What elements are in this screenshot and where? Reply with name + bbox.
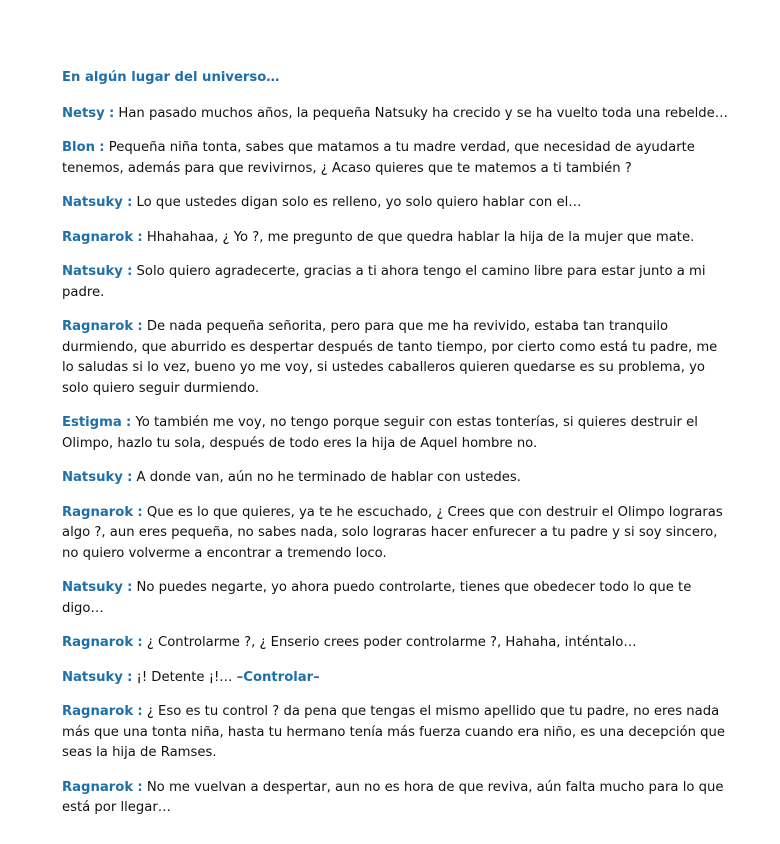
speaker-name: Natsuky [62,195,123,210]
speaker-separator: : [127,669,133,685]
scene-heading: En algún lugar del universo… [62,70,280,85]
speaker-separator: : [137,504,143,520]
dialogue-line [62,633,730,654]
dialogue-text: ¿ Eso es tu control ? da pena que tengas el mismo apellido que tu padre, no eres nada más que una tonta niña, hasta tu hermano tenía más fuerza cuando era niño, es una decepción que seas la hija de Ramses. [62,704,725,760]
dialogue-text: De nada pequeña señorita, pero para que me ha revivido, estaba tan tranquilo durmiendo, que aburrido es despertar después de tanto tiempo, por cierto como está tu padre, me lo saludas si lo vez, bueno yo me voy, si ustedes caballeros quieren quedarse es su problema, yo solo quiero seguir durmiendo. [62,319,718,396]
dialogue-text: Solo quiero agradecerte, gracias a ti ahora tengo el camino libre para estar junto a mi padre. [62,264,706,300]
dialogue-line [62,193,730,214]
speaker-name: Netsy [62,105,105,121]
dialogue-line [62,413,730,454]
speaker-name: Blon [62,140,96,155]
document-page [62,68,730,833]
speaker-separator: : [127,195,133,210]
speaker-separator: : [99,140,105,155]
speaker-separator: : [137,704,143,719]
speaker-separator: : [137,229,143,245]
dialogue-text: Que es lo que quieres, ya te he escuchado, ¿ Crees que con destruir el Olimpo lograras algo ?, aun eres pequeña, no sabes nada, solo lograras hacer enfurecer a tu padre y si soy sincero, no quiero volverme a encontrar a tremendo loco. [62,504,723,561]
speaker-name: Natsuky [62,264,123,279]
speaker-name: Ragnarok [62,779,134,795]
dialogue-line [62,503,730,565]
dialogue-text: Lo que ustedes digan solo es relleno, yo solo quiero hablar con el… [136,195,582,210]
dialogue-line [62,138,730,179]
dialogue-text: ¿ Controlarme ?, ¿ Enserio crees poder controlarme ?, Hahaha, inténtalo… [146,635,637,650]
action-text: –Controlar– [236,669,320,685]
dialogue-line [62,702,730,764]
dialogue-text: Han pasado muchos años, la pequeña Natsuky ha crecido y se ha vuelto toda una rebelde… [118,105,728,121]
speaker-separator: : [127,264,133,279]
speaker-separator: : [125,415,132,430]
speaker-separator: : [137,635,143,650]
dialogue-text: Yo también me voy, no tengo porque seguir con estas tonterías, si quieres destruir el Olimpo, hazlo tu sola, después de todo eres la hija de Aquel hombre no. [62,415,698,451]
dialogue-text: Pequeña niña tonta, sabes que matamos a tu madre verdad, que necesidad de ayudarte tenemos, además para que revivirnos, ¿ Acaso quieres que te matemos a ti también ? [62,140,695,176]
dialogue-line [62,468,730,489]
dialogue-line [62,317,730,399]
dialogue-line [62,668,730,689]
dialogue-text: A donde van, aún no he terminado de hablar con ustedes. [136,470,521,485]
speaker-name: Estigma [62,415,122,430]
dialogue-line [62,228,730,249]
speaker-separator: : [137,779,143,795]
speaker-separator: : [127,580,133,595]
speaker-name: Ragnarok [62,229,134,245]
dialogue-text: No puedes negarte, yo ahora puedo controlarte, tienes que obedecer todo lo que te digo… [62,580,692,616]
speaker-name: Natsuky [62,470,123,485]
speaker-name: Ragnarok [62,704,134,719]
speaker-name: Ragnarok [62,319,134,334]
speaker-name: Ragnarok [62,504,134,520]
speaker-name: Natsuky [62,669,123,685]
speaker-separator: : [108,105,115,121]
speaker-separator: : [127,470,133,485]
dialogue-line [62,262,730,303]
dialogue-text: Hhahahaa, ¿ Yo ?, me pregunto de que quedra hablar la hija de la mujer que mate. [146,229,695,245]
speaker-name: Natsuky [62,580,123,595]
speaker-separator: : [137,319,143,334]
dialogue-line [62,104,730,125]
dialogue-text: ¡! Detente ¡!… [136,669,233,685]
dialogue-line [62,578,730,619]
speaker-name: Ragnarok [62,635,134,650]
dialogue-line [62,778,730,819]
dialogue-text: No me vuelvan a despertar, aun no es hora de que reviva, aún falta mucho para lo que está por llegar… [62,779,724,815]
